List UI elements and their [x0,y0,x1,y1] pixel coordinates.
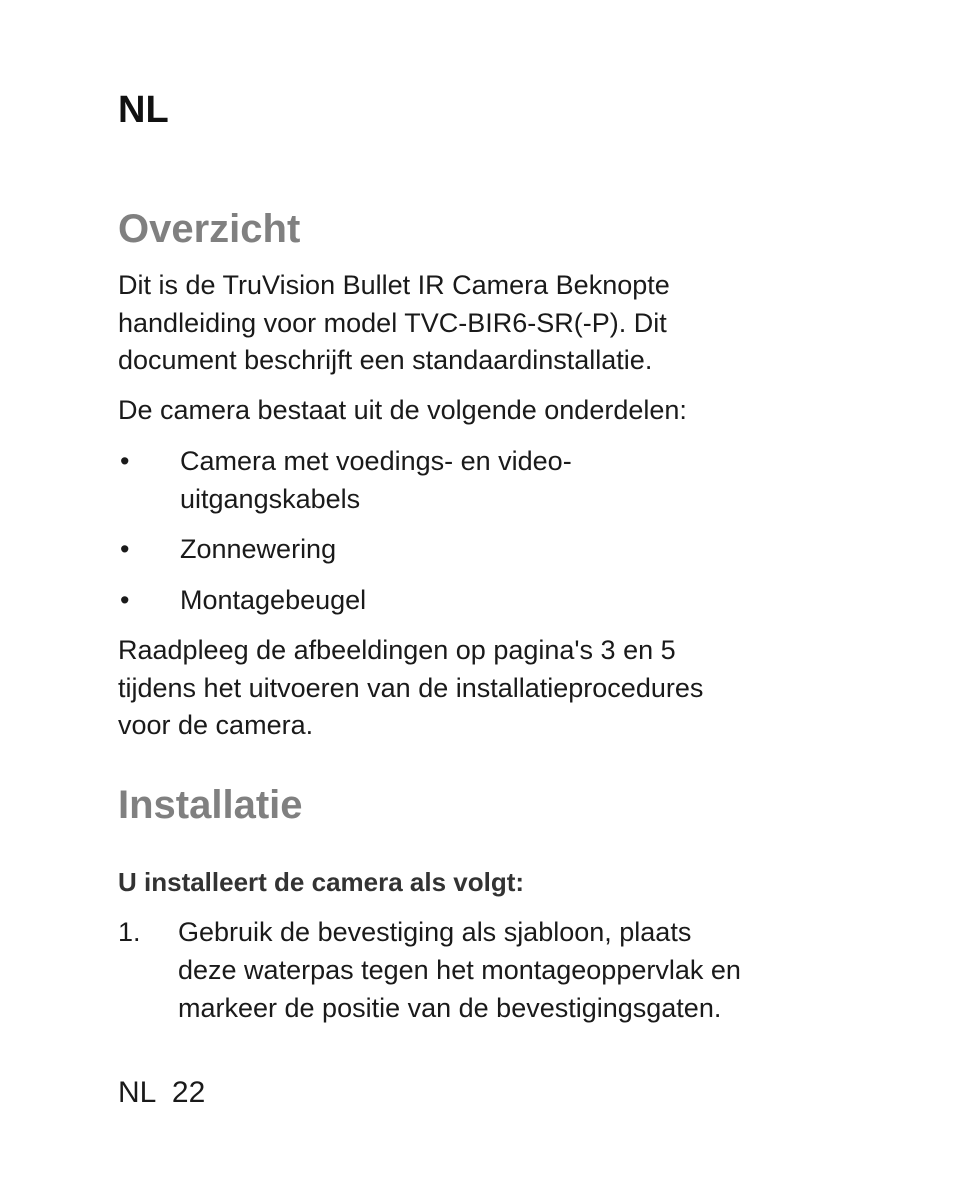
bullet-icon: • [120,534,130,564]
installation-heading: Installatie [118,783,303,827]
intro-line: Dit is de TruVision Bullet IR Camera Beknopte [118,270,670,300]
list-item [118,531,818,569]
list-item-line: Camera met voedings- en video- [180,446,572,476]
overview-heading: Overzicht [118,207,301,251]
bullet-icon: • [120,585,130,615]
step-line: deze waterpas tegen het montageoppervlak en [178,955,741,985]
intro-line: document beschrijft een standaardinstallatie. [118,345,653,375]
list-item [118,443,818,518]
list-item-line: uitgangskabels [180,483,361,514]
step-number: 1. [118,917,141,947]
step-line: markeer de positie van de bevestigingsgaten. [178,993,722,1023]
reference-line: tijdens het uitvoeren van de installatieprocedures [118,672,704,703]
footer-lang: NL [118,1076,156,1109]
list-item [118,582,818,620]
step-line: Gebruik de bevestiging als sjabloon, plaats [178,917,692,947]
language-code-heading: NL [118,89,169,131]
reference-line: voor de camera. [118,710,314,740]
list-item-line: Montagebeugel [180,585,367,615]
bullet-icon: • [120,446,130,476]
page-number: 22 [171,1076,206,1109]
intro-line: handleiding voor model TVC-BIR6-SR(-P). Dit [118,307,667,338]
parts-intro-paragraph: De camera bestaat uit de volgende onderdelen: [118,395,687,425]
reference-line: Raadpleeg de afbeeldingen op pagina's 3 en 5 [118,635,676,665]
reference-paragraph [118,632,818,745]
overview-intro-paragraph [118,267,818,380]
installation-subheading: U installeert de camera als volgt: [118,867,525,897]
page-footer [118,1074,205,1112]
list-item-line: Zonnewering [180,534,337,564]
step-item [118,913,818,1027]
